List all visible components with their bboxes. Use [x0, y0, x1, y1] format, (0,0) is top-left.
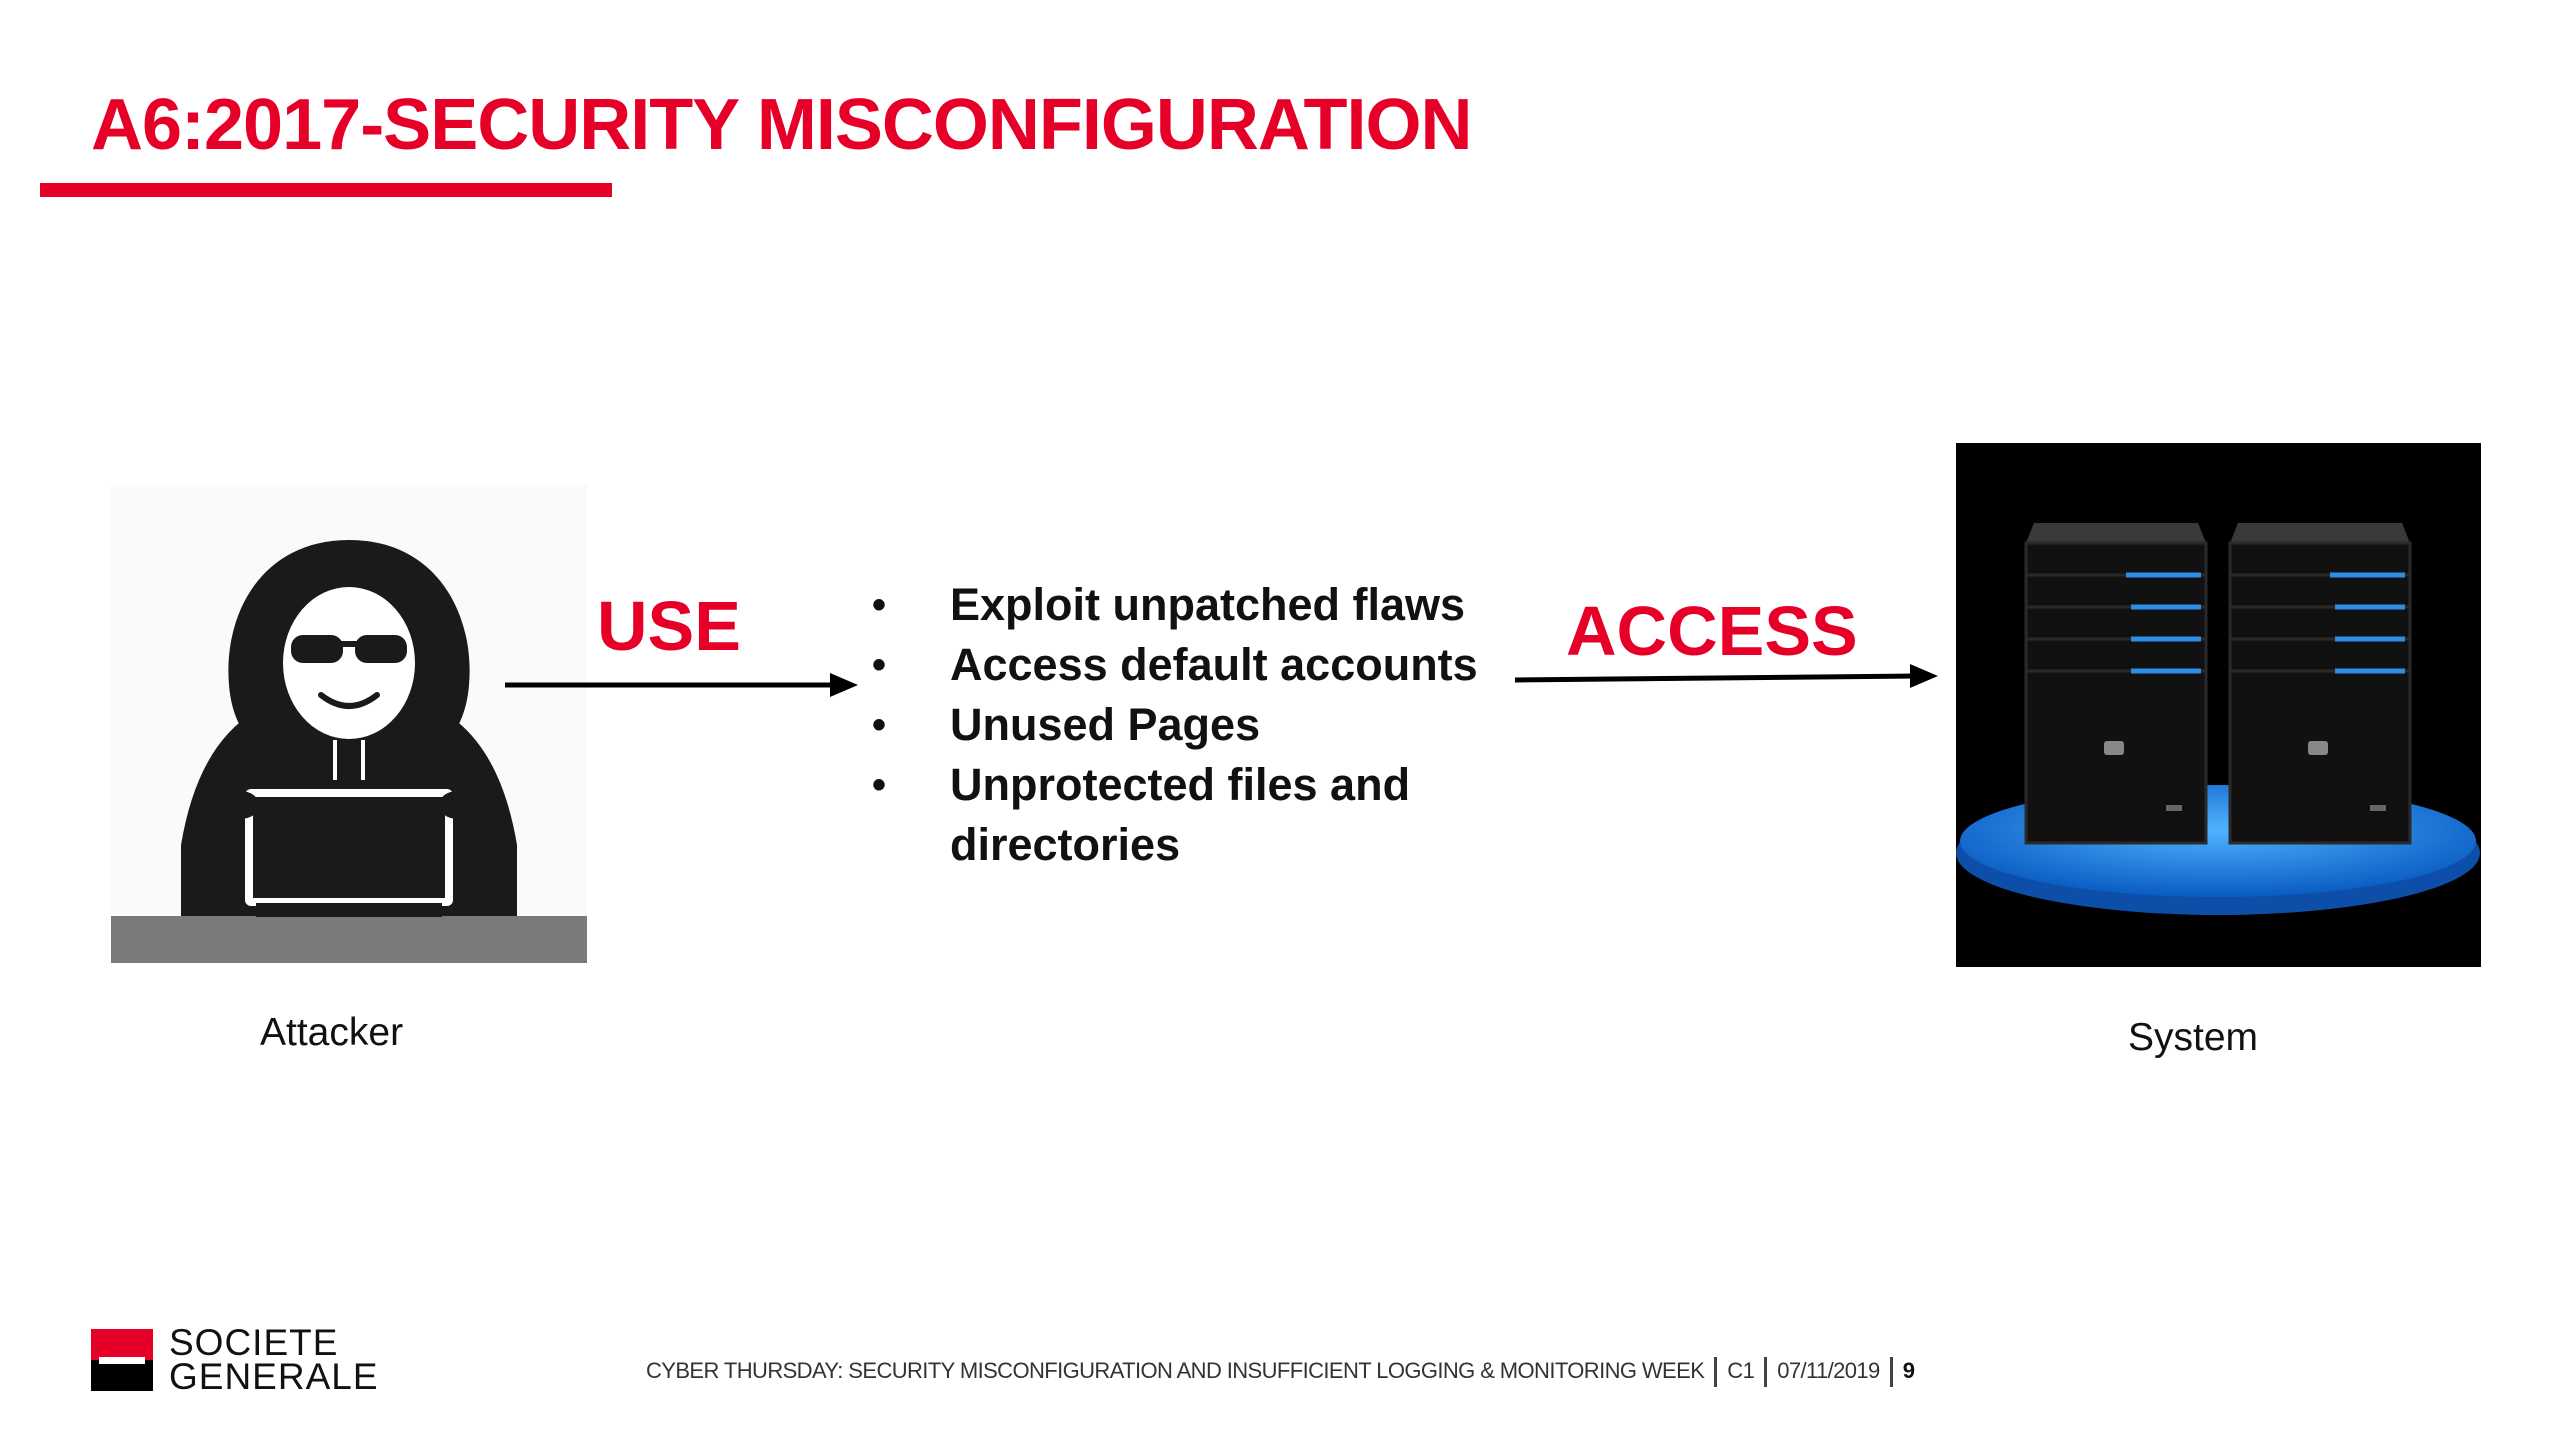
footer-event: CYBER THURSDAY: SECURITY MISCONFIGURATION AND INSUFFICIENT LOGGING & MONITORING WEEK — [646, 1357, 1705, 1383]
misconfiguration-list — [862, 575, 1562, 875]
access-label: ACCESS — [1566, 592, 1858, 670]
list-item — [862, 755, 1562, 875]
footer-page-number: 9 — [1902, 1357, 1915, 1383]
list-item-text: Access default accounts — [950, 639, 1478, 690]
use-arrow — [500, 665, 860, 705]
list-item-text: Unprotected files and directories — [950, 759, 1411, 870]
footer-separator — [1890, 1357, 1893, 1387]
footer-separator — [1714, 1357, 1717, 1387]
bullet-icon: • — [872, 643, 887, 687]
attacker-icon — [111, 485, 587, 963]
attacker-caption: Attacker — [260, 1011, 404, 1054]
access-arrow — [1510, 656, 1940, 696]
brand-line-1: SOCIETE — [169, 1322, 339, 1363]
societe-generale-logo — [91, 1329, 153, 1391]
title-underline — [40, 183, 612, 197]
use-label: USE — [597, 587, 741, 665]
list-item-text: Unused Pages — [950, 699, 1261, 750]
list-item-text: Exploit unpatched flaws — [950, 579, 1466, 630]
system-caption: System — [2128, 1016, 2259, 1059]
footer-date: 07/11/2019 — [1777, 1357, 1880, 1383]
bullet-icon: • — [872, 763, 887, 807]
bullet-icon: • — [872, 703, 887, 747]
list-item — [862, 695, 1562, 755]
server-icon — [1956, 443, 2481, 967]
slide-title: A6:2017-SECURITY MISCONFIGURATION — [91, 85, 1472, 165]
brand-name — [169, 1322, 379, 1397]
slide-footer — [646, 1357, 1914, 1387]
brand-line-2: GENERALE — [169, 1356, 379, 1397]
list-item — [862, 575, 1562, 635]
list-item — [862, 635, 1562, 695]
bullet-icon: • — [872, 583, 887, 627]
footer-classification: C1 — [1727, 1357, 1755, 1383]
footer-separator — [1764, 1357, 1767, 1387]
